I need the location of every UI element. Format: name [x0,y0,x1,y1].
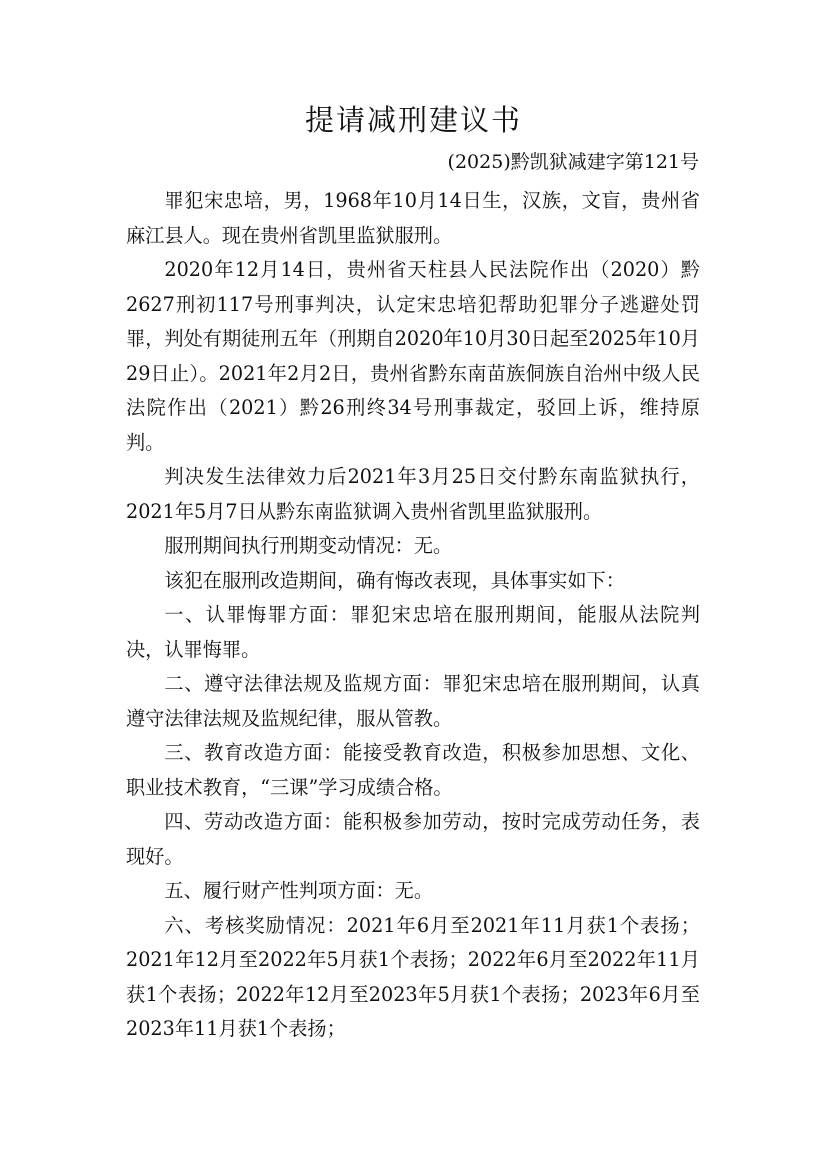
paragraph-labor: 四、劳动改造方面：能积极参加劳动，按时完成劳动任务，表现好。 [126,810,700,868]
paragraph-execution: 判决发生法律效力后2021年3月25日交付黔东南监狱执行，2021年5月7日从黔东南监狱调入贵州省凯里监狱服刑。 [126,465,700,523]
paragraph-judgment: 2020年12月14日，贵州省天柱县人民法院作出（2020）黔2627刑初117号刑事判决，认定宋忠培犯帮助犯罪分子逃避处罚罪，判处有期徒刑五年（刑期自2020年10月30日起至2025年10月29日止）。2021年2月2日，贵州省黔东南苗族侗族自治州中级人民法院作出（2021）黔26刑终34号刑事裁定，驳回上诉，维持原判。 [126,258,700,454]
paragraph-property: 五、履行财产性判项方面：无。 [164,879,434,902]
paragraph-confession: 一、认罪悔罪方面：罪犯宋忠培在服刑期间，能服从法院判决，认罪悔罪。 [126,603,700,661]
document-number: (2025)黔凯狱减建字第121号 [447,151,699,173]
paragraph-sentence-change: 服刑期间执行刑期变动情况：无。 [164,534,453,557]
paragraph-discipline: 二、遵守法律法规及监规方面：罪犯宋忠培在服刑期间，认真遵守法律法规及监规纪律，服从管教。 [126,672,700,730]
paragraph-rewards: 六、考核奖励情况：2021年6月至2021年11月获1个表扬；2021年12月至2022年5月获1个表扬；2022年6月至2022年11月获1个表扬；2022年12月至2023年5月获1个表扬；2023年6月至2023年11月获1个表扬； [126,913,700,1040]
paragraph-education: 三、教育改造方面：能接受教育改造，积极参加思想、文化、职业技术教育，“三课”学习成绩合格。 [126,741,700,799]
paragraph-repentance-intro: 该犯在服刑改造期间，确有悔改表现，具体事实如下： [164,568,625,592]
document-title: 提请减刑建议书 [304,103,522,137]
document-body [126,184,700,1047]
paragraph-criminal-info: 罪犯宋忠培，男，1968年10月14日生，汉族，文盲，贵州省麻江县人。现在贵州省凯里监狱服刑。 [126,189,700,247]
